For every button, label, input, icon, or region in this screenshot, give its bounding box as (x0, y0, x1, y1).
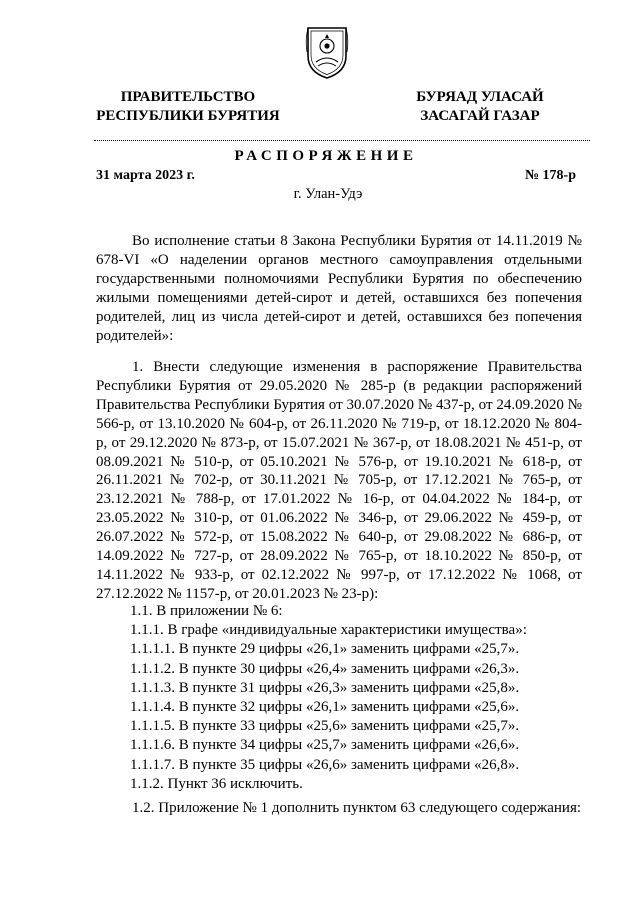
header-right (395, 88, 565, 126)
item-1-2-text: 1.2. Приложение № 1 дополнить пунктом 63 следующего содержания: (132, 800, 582, 816)
header-left (78, 88, 298, 126)
list-item: 1.1.1.6. В пункте 34 цифры «25,7» заменить цифрами «26,6». (130, 737, 520, 754)
item-1-text: 1. Внести следующие изменения в распоряжение Правительства Республики Бурятия от 29.05.2020 № 285-р (в редакции распоряжений Правительства Республики Бурятия от 30.07.2020 № 437-р, от 24.09.2020 № 566-р, от 13.10.2020 № 604-р, от 26.11.2020 № 719-р, от 18.12.2020 № 804-р, от 29.12.2020 № 873-р, от 15.07.2021 № 367-р, от 18.08.2021 № 451-р, от 08.09.2021 № 510-р, от 05.10.2021 № 576-р, от 19.10.2021 № 618-р, от 26.11.2021 № 702-р, от 30.11.2021 № 705-р, от 17.12.2021 № 765-р, от 23.12.2021 № 788-р, от 17.01.2022 № 16-р, от 04.04.2022 № 184-р, от 23.05.2022 № 310-р, от 01.06.2022 № 346-р, от 29.06.2022 № 459-р, от 26.07.2022 № 572-р, от 15.08.2022 № 640-р, от 29.08.2022 № 686-р, от 14.09.2022 № 727-р, от 28.09.2022 № 765-р, от 18.10.2022 № 850-р, от 14.11.2022 № 933-р, от 02.12.2022 № 997-р, от 17.12.2022 № 1068, от 27.12.2022 № 1157-р, от 20.01.2023 № 23-р): (96, 359, 582, 602)
list-item: 1.1.1.3. В пункте 31 цифры «26,3» заменить цифрами «25,8». (130, 679, 520, 696)
list-item: 1.1.1.1. В пункте 29 цифры «26,1» заменить цифрами «25,7». (130, 641, 520, 658)
document-type: РАСПОРЯЖЕНИЕ (234, 148, 418, 164)
list-item: 1.1.1. В графе «индивидуальные характеристики имущества»: (130, 622, 527, 639)
document-city: г. Улан-Удэ (293, 186, 363, 202)
list-item: 1.1.1.5. В пункте 33 цифры «25,6» заменить цифрами «25,7». (130, 718, 520, 735)
header-divider (94, 140, 590, 141)
list-item: 1.1.1.4. В пункте 32 цифры «26,1» заменить цифрами «25,6». (130, 699, 520, 716)
document-date: 31 марта 2023 г. (96, 168, 195, 183)
document-number: № 178-р (524, 168, 576, 183)
amendment-list (130, 602, 590, 794)
item-1-paragraph (96, 358, 582, 604)
list-item: 1.1.1.2. В пункте 30 цифры «26,4» заменить цифрами «26,3». (130, 660, 520, 677)
header-right-line2: ЗАСАГАЙ ГАЗАР (420, 108, 540, 124)
list-item: 1.1.1.7. В пункте 35 цифры «26,6» заменить цифрами «26,8». (130, 756, 520, 773)
coat-of-arms-icon (304, 22, 350, 80)
item-1-2-paragraph (96, 799, 582, 818)
list-item: 1.1. В приложении № 6: (130, 603, 283, 619)
intro-text: Во исполнение статьи 8 Закона Республики Бурятия от 14.11.2019 № 678-VI «О наделении органов местного самоуправления отдельными государственными полномочиями Республики Бурятия по обеспечению жилыми помещениями детей-сирот и детей, оставшихся без попечения родителей, лиц из числа детей-сирот и детей, оставшихся без попечения родителей»: (96, 233, 582, 344)
header-left-line1: ПРАВИТЕЛЬСТВО (120, 89, 256, 105)
header-left-line2: РЕСПУБЛИКИ БУРЯТИЯ (96, 108, 280, 124)
header-right-line1: БУРЯАД УЛАСАЙ (416, 89, 544, 105)
list-item: 1.1.2. Пункт 36 исключить. (130, 775, 303, 792)
intro-paragraph (96, 232, 582, 346)
